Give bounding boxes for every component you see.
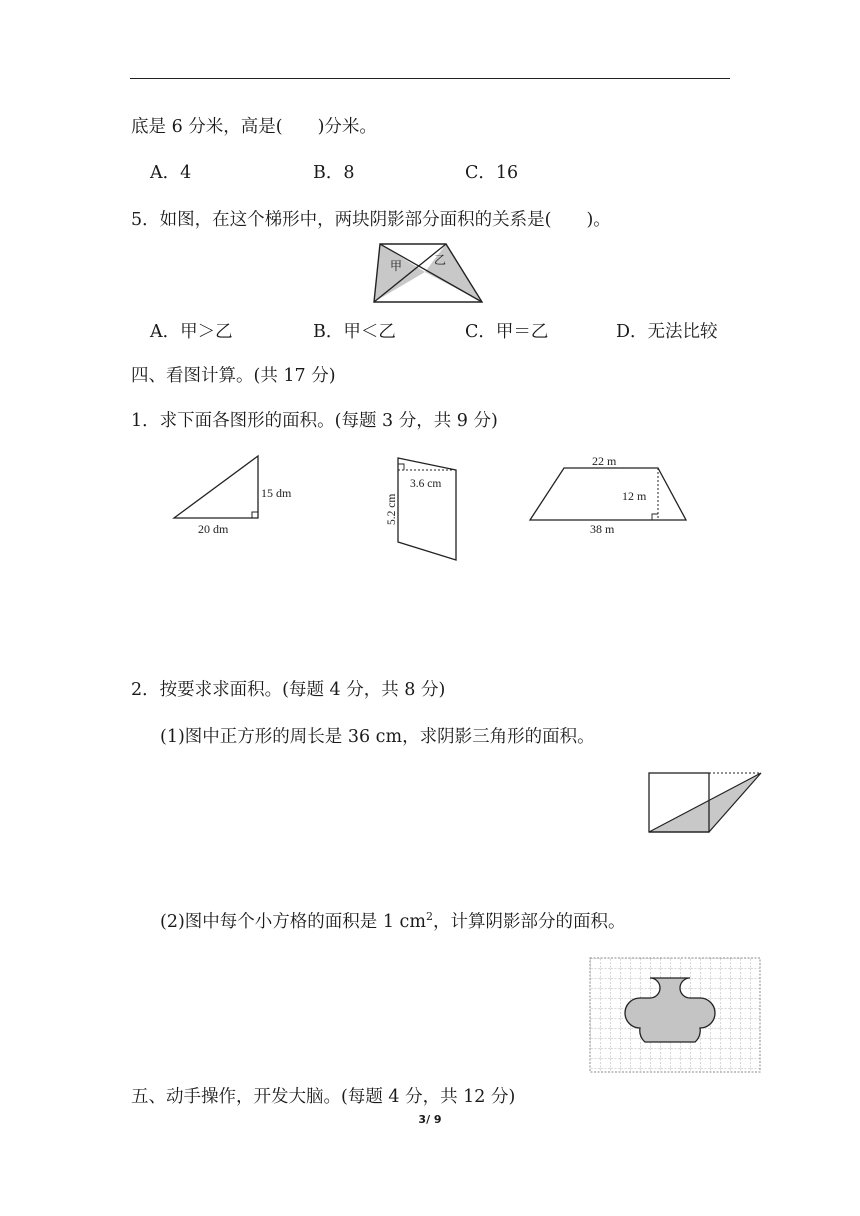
q5-stem: 5．如图，在这个梯形中，两块阴影部分面积的关系是( )。 [131, 210, 611, 230]
q4-option-b: B．8 [313, 163, 355, 183]
right-triangle-figure [168, 450, 308, 542]
parallelogram-outline [398, 458, 456, 560]
grid-vase-figure [588, 956, 762, 1074]
page-number: 3/ 9 [418, 1113, 442, 1126]
shaded-triangle [649, 773, 761, 832]
trapezoid-figure [524, 452, 694, 538]
triangle-height-label: 15 dm [261, 486, 292, 500]
trapezoid-bottom-label: 38 m [590, 522, 615, 536]
parallelogram-figure [380, 450, 470, 565]
s4q2-sub2 [160, 906, 625, 933]
s4q1-stem: 1．求下面各图形的面积。(每题 3 分，共 9 分) [131, 411, 498, 431]
section4-title: 四、看图计算。(共 17 分) [131, 366, 336, 386]
q4-tail-text: 底是 6 分米，高是( )分米。 [131, 117, 377, 137]
s4q2-sub2-after: ，计算阴影部分的面积。 [432, 911, 626, 932]
trapezoid-right-angle-mark [652, 514, 658, 520]
parallelogram-base-label: 5.2 cm [386, 493, 398, 525]
trapezoid-top-label: 22 m [592, 454, 617, 468]
triangle-base-label: 20 dm [198, 522, 229, 536]
s4q2-sub1: (1)图中正方形的周长是 36 cm，求阴影三角形的面积。 [160, 727, 595, 747]
q5-option-b: B．甲＜乙 [313, 322, 396, 342]
s4q2-sub2-sup: 2 [425, 910, 433, 923]
q4-option-c: C．16 [465, 163, 519, 183]
q5-shade-left [374, 244, 425, 302]
q5-label-yi: 乙 [434, 253, 447, 267]
trapezoid-outline [530, 468, 686, 520]
s4q2-stem: 2．按要求求面积。(每题 4 分，共 8 分) [131, 680, 446, 700]
right-angle-mark [252, 512, 258, 518]
square-triangle-figure [644, 768, 766, 838]
triangle-outline [174, 456, 258, 518]
parallelogram-height-label: 3.6 cm [410, 478, 442, 490]
q5-label-jia: 甲 [390, 259, 403, 273]
q4-option-a: A．4 [150, 163, 192, 183]
q5-trapezoid-figure [370, 240, 488, 306]
q5-option-d: D．无法比较 [616, 322, 718, 342]
section5-title: 五、动手操作，开发大脑。(每题 4 分，共 12 分) [131, 1087, 516, 1107]
parallelogram-right-angle-mark [398, 464, 404, 470]
header-rule [130, 78, 730, 79]
s4q2-sub2-before: (2)图中每个小方格的面积是 1 cm [160, 911, 426, 932]
trapezoid-height-label: 12 m [622, 489, 647, 503]
q5-option-c: C．甲＝乙 [465, 322, 549, 342]
q5-option-a: A．甲＞乙 [150, 322, 233, 342]
